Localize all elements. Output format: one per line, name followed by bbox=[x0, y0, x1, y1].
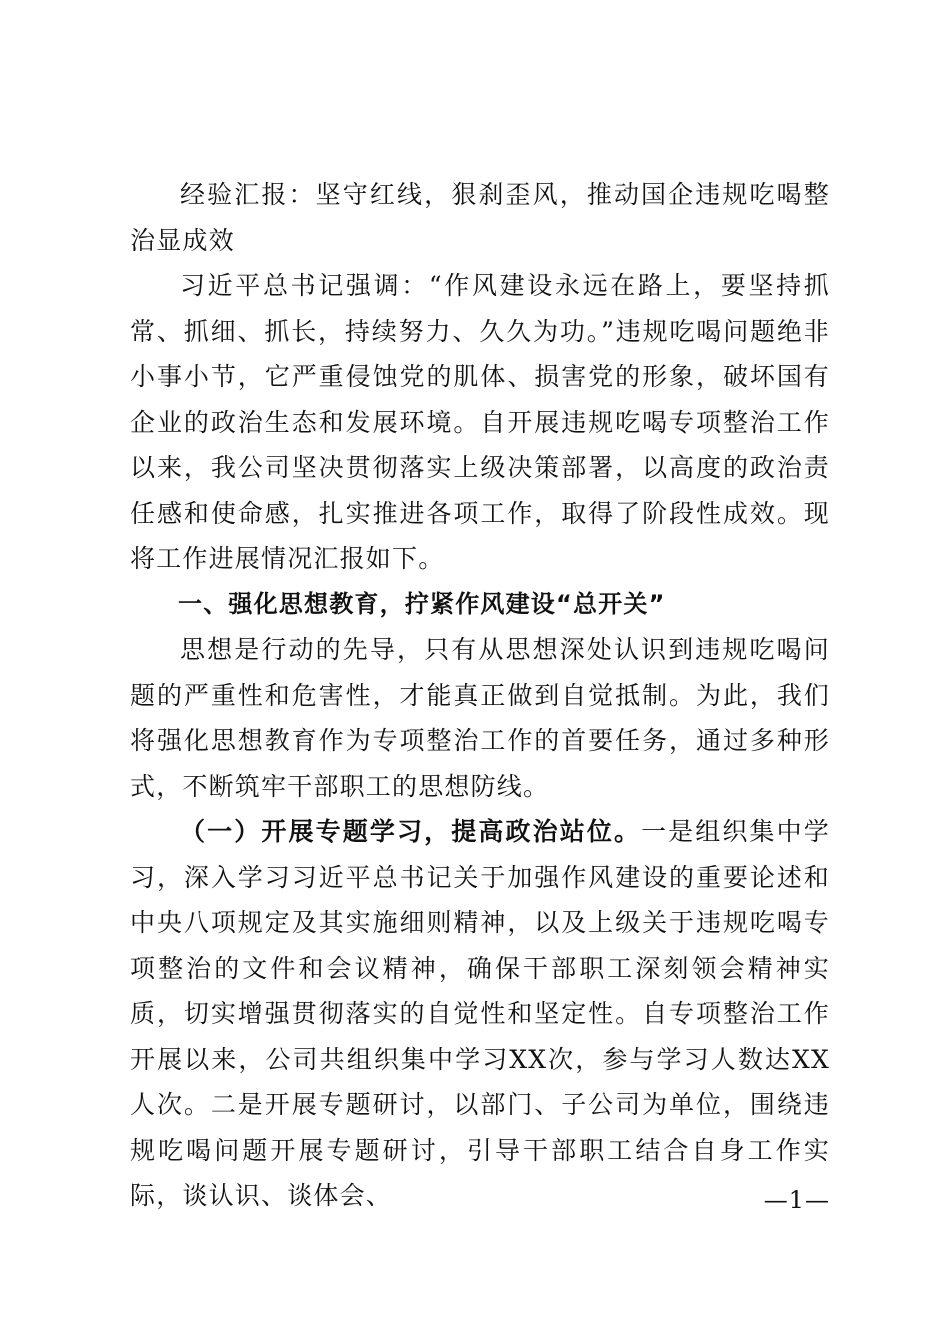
subsection-paragraph bbox=[130, 809, 830, 1219]
document-body bbox=[130, 172, 830, 1219]
document-title: 经验汇报：坚守红线，狠刹歪风，推动国企违规吃喝整治显成效 bbox=[130, 180, 830, 255]
section-heading: 一、强化思想教育，拧紧作风建设“总开关” bbox=[178, 589, 666, 618]
subsection-text: 一是组织集中学习，深入学习习近平总书记关于加强作风建设的重要论述和中央八项规定及其实施细则精神，以及上级关于违规吃喝专项整治的文件和会议精神，确保干部职工深刻领会精神实质，切实增强贯彻落实的自觉性和坚定性。自专项整治工作开展以来，公司共组织集中学习XX次，参与学习人数达XX人次。二是开展专题研讨，以部门、子公司为单位，围绕违规吃喝问题开展专题研讨，引导干部职工结合自身工作实际，谈认识、谈体会、 bbox=[130, 817, 830, 1210]
subsection-heading: （一）开展专题学习，提高政治站位。 bbox=[180, 817, 642, 846]
intro-paragraph: 习近平总书记强调：“作风建设永远在路上，要坚持抓常、抓细、抓长，持续努力、久久为功。”违规吃喝问题绝非小事小节，它严重侵蚀党的肌体、损害党的形象，破坏国有企业的政治生态和发展环境。自开展违规吃喝专项整治工作以来，我公司坚决贯彻落实上级决策部署，以高度的政治责任感和使命感，扎实推进各项工作，取得了阶段性成效。现将工作进展情况汇报如下。 bbox=[130, 271, 830, 573]
section-paragraph: 思想是行动的先导，只有从思想深处认识到违规吃喝问题的严重性和危害性，才能真正做到自觉抵制。为此，我们将强化思想教育作为专项整治工作的首要任务，通过多种形式，不断筑牢干部职工的思想防线。 bbox=[130, 635, 830, 801]
page-number: —1— bbox=[763, 1186, 830, 1214]
